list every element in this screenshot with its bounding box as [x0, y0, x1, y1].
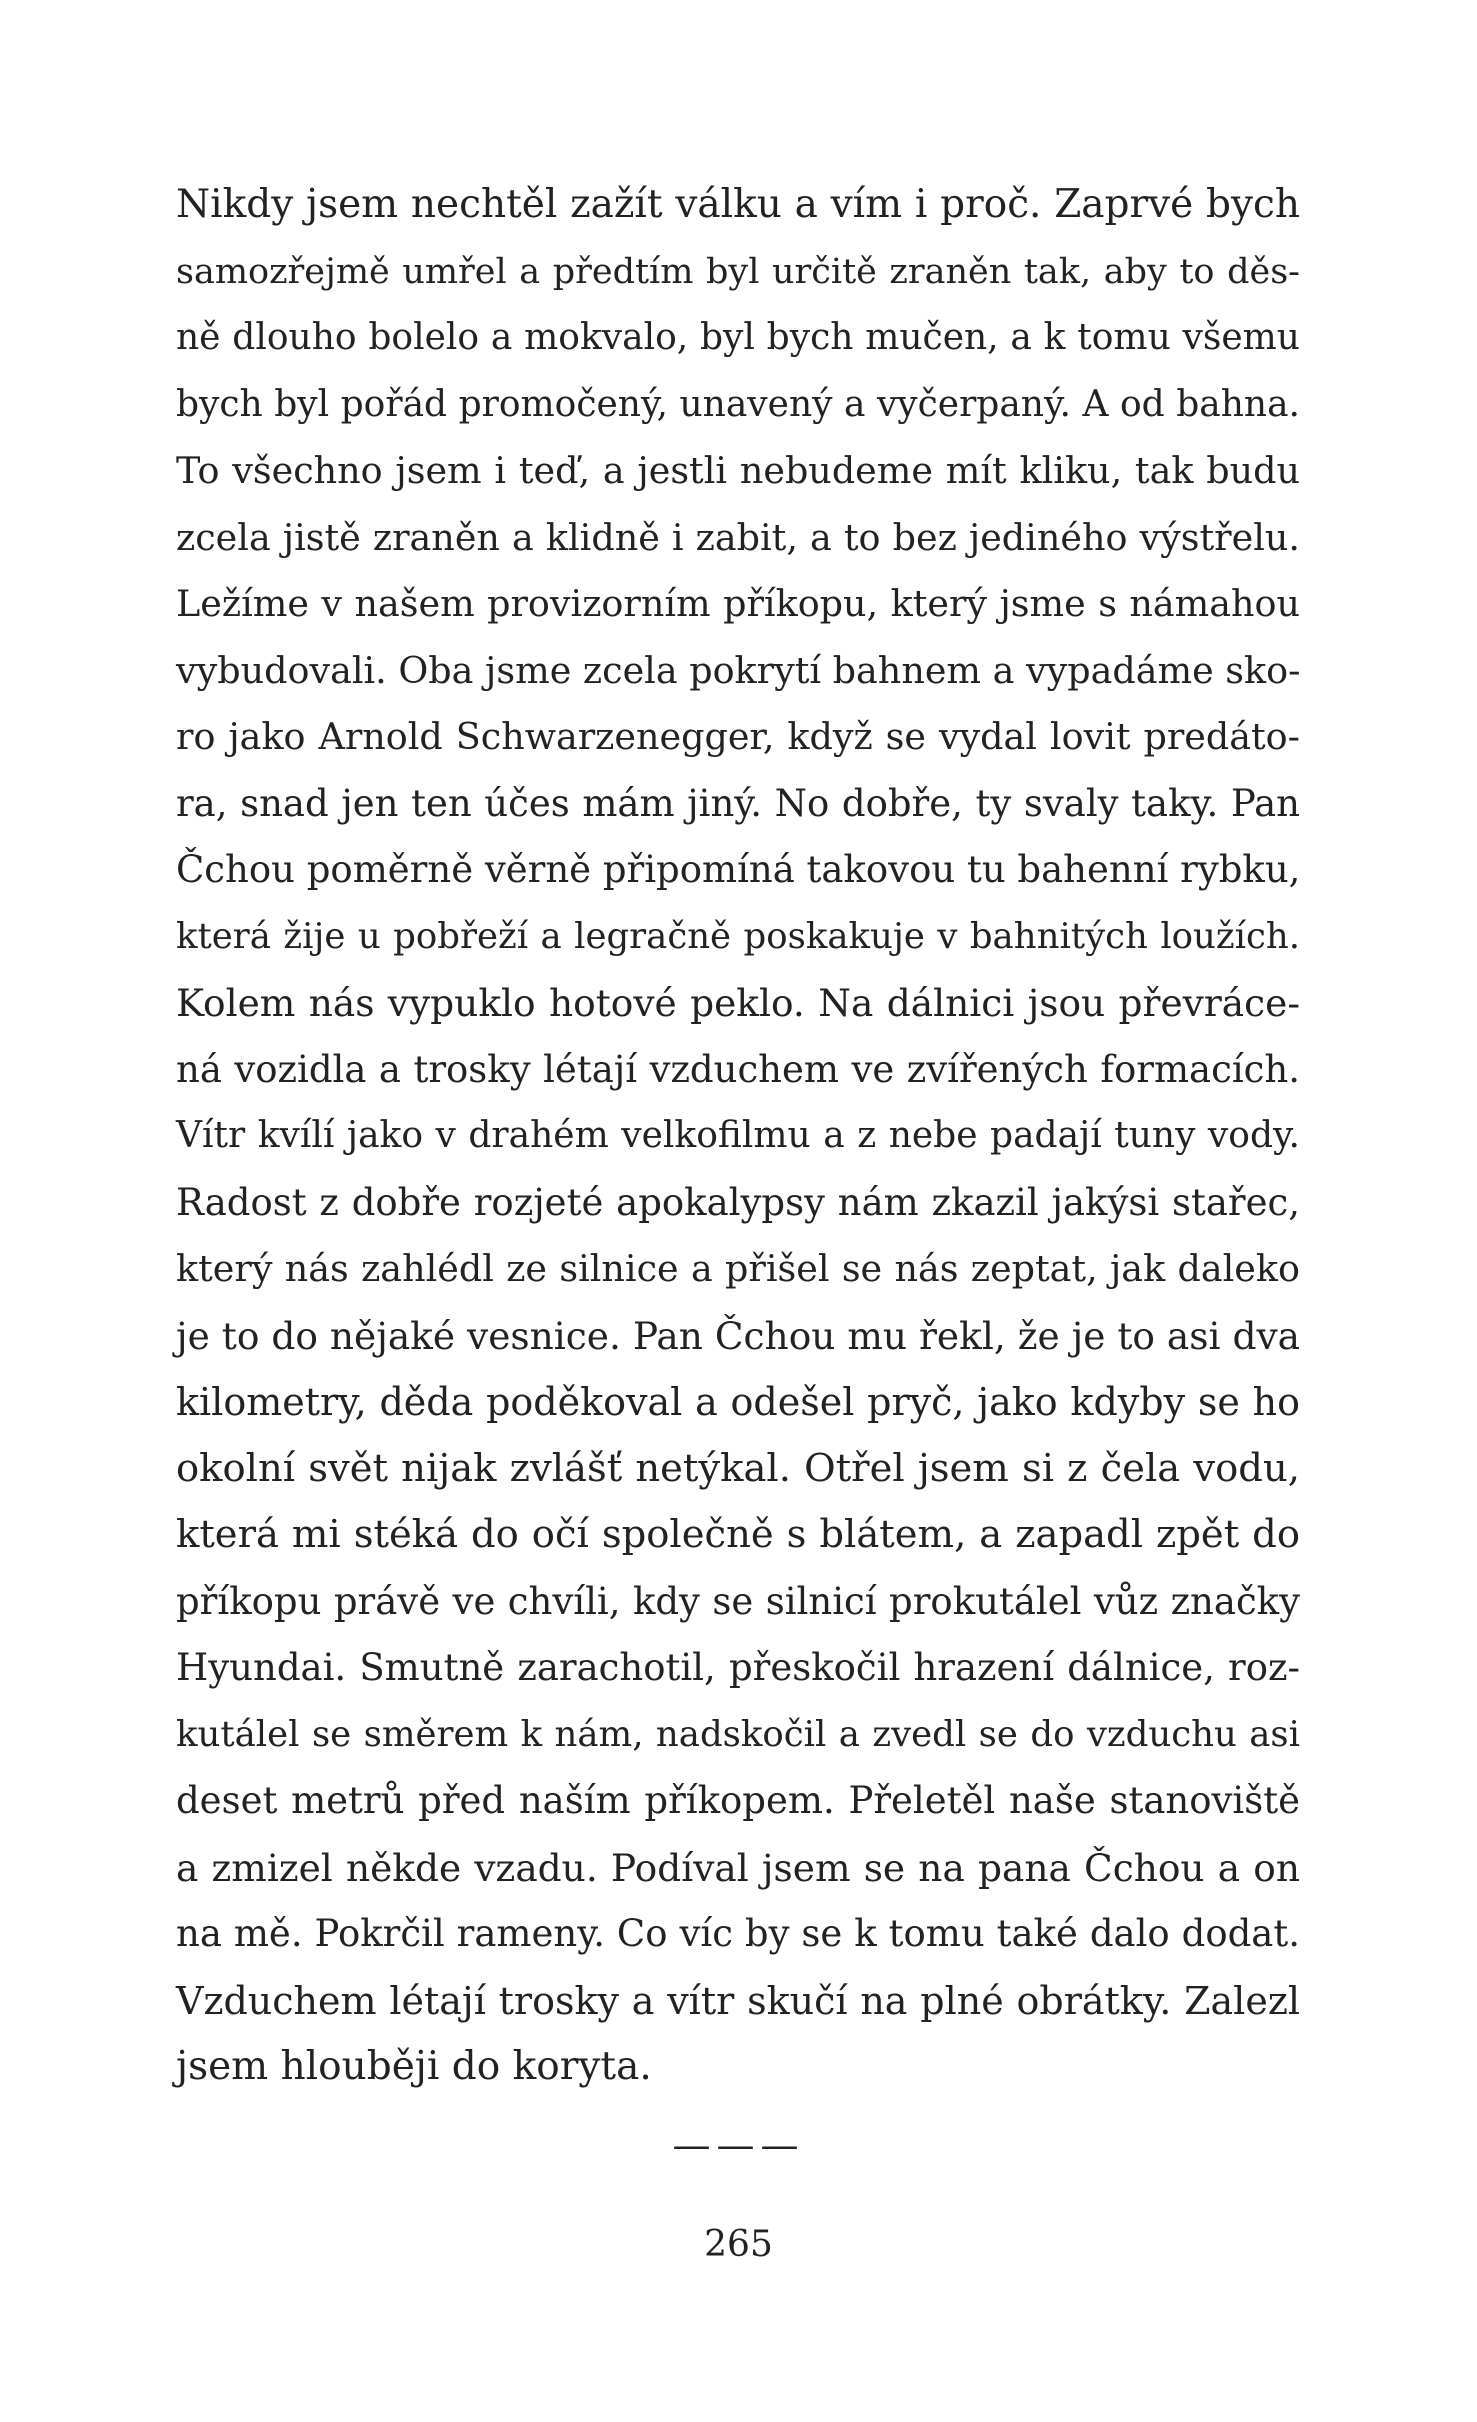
- text-line: jsem hlouběji do koryta.: [176, 2044, 652, 2089]
- page-number: 265: [704, 2224, 773, 2265]
- text-line: Radost z dobře rozjeté apokalypsy nám zkazil jakýsi stařec,: [176, 1180, 1300, 1224]
- text-line: na mě. Pokrčil rameny. Co víc by se k tomu také dalo dodat.: [176, 1912, 1300, 1955]
- text-line: ro jako Arnold Schwarzenegger, když se vydal lovit predáto-: [176, 715, 1300, 758]
- section-separator: ———: [672, 2123, 805, 2167]
- text-line: která mi stéká do očí společně s blátem, a zapadl zpět do: [176, 1512, 1300, 1557]
- text-line: ně dlouho bolelo a mokvalo, byl bych mučen, a k tomu všemu: [176, 317, 1300, 358]
- text-line: samozřejmě umřel a předtím byl určitě zraněn tak, aby to děs-: [176, 251, 1300, 292]
- text-line: je to do nějaké vesnice. Pan Čchou mu řekl, že je to asi dva: [176, 1313, 1300, 1358]
- text-line: který nás zahlédl ze silnice a přišel se nás zeptat, jak daleko: [176, 1247, 1300, 1290]
- text-line: bych byl pořád promočený, unavený a vyčerpaný. A od bahna.: [176, 383, 1300, 425]
- text-line: zcela jistě zraněn a klidně i zabit, a to bez jediného výstřelu.: [176, 515, 1300, 559]
- text-line: vybudovali. Oba jsme zcela pokrytí bahnem a vypadáme sko-: [176, 648, 1301, 692]
- text-line: kilometry, děda poděkoval a odešel pryč, jako kdyby se ho: [176, 1380, 1300, 1424]
- text-line: Ležíme v našem provizorním příkopu, který jsme s námahou: [176, 582, 1300, 625]
- text-line: která žije u pobřeží a legračně poskakuje v bahnitých loužích.: [176, 915, 1300, 957]
- text-line: a zmizel někde vzadu. Podíval jsem se na pana Čchou a on: [176, 1845, 1300, 1890]
- text-line: kutálel se směrem k nám, nadskočil a zvedl se do vzduchu asi: [176, 1713, 1300, 1755]
- text-line: Nikdy jsem nechtěl zažít válku a vím i proč. Zaprvé bych: [176, 182, 1300, 227]
- text-line: Vzduchem létají trosky a vítr skučí na plné obrátky. Zalezl: [176, 1978, 1300, 2023]
- text-line: ná vozidla a trosky létají vzduchem ve zvířených formacích.: [176, 1047, 1300, 1091]
- text-line: okolní svět nijak zvlášť netýkal. Otřel jsem si z čela vodu,: [176, 1445, 1300, 1491]
- body-text: [176, 172, 1300, 2101]
- text-line: Kolem nás vypuklo hotové peklo. Na dálnici jsou převráce-: [176, 981, 1300, 1025]
- text-line: příkopu právě ve chvíli, kdy se silnicí prokutálel vůz značky: [176, 1579, 1300, 1623]
- text-line: Hyundai. Smutně zarachotil, přeskočil hrazení dálnice, roz-: [176, 1646, 1300, 1689]
- text-line: To všechno jsem i teď, a jestli nebudeme mít kliku, tak budu: [176, 449, 1300, 492]
- text-line: deset metrů před naším příkopem. Přeletěl naše stanoviště: [176, 1779, 1300, 1822]
- text-line: Vítr kvílí jako v drahém velkofilmu a z nebe padají tuny vody.: [176, 1115, 1300, 1156]
- text-line: Čchou poměrně věrně připomíná takovou tu bahenní rybku,: [176, 848, 1301, 891]
- text-line: ra, snad jen ten účes mám jiný. No dobře, ty svaly taky. Pan: [176, 781, 1300, 825]
